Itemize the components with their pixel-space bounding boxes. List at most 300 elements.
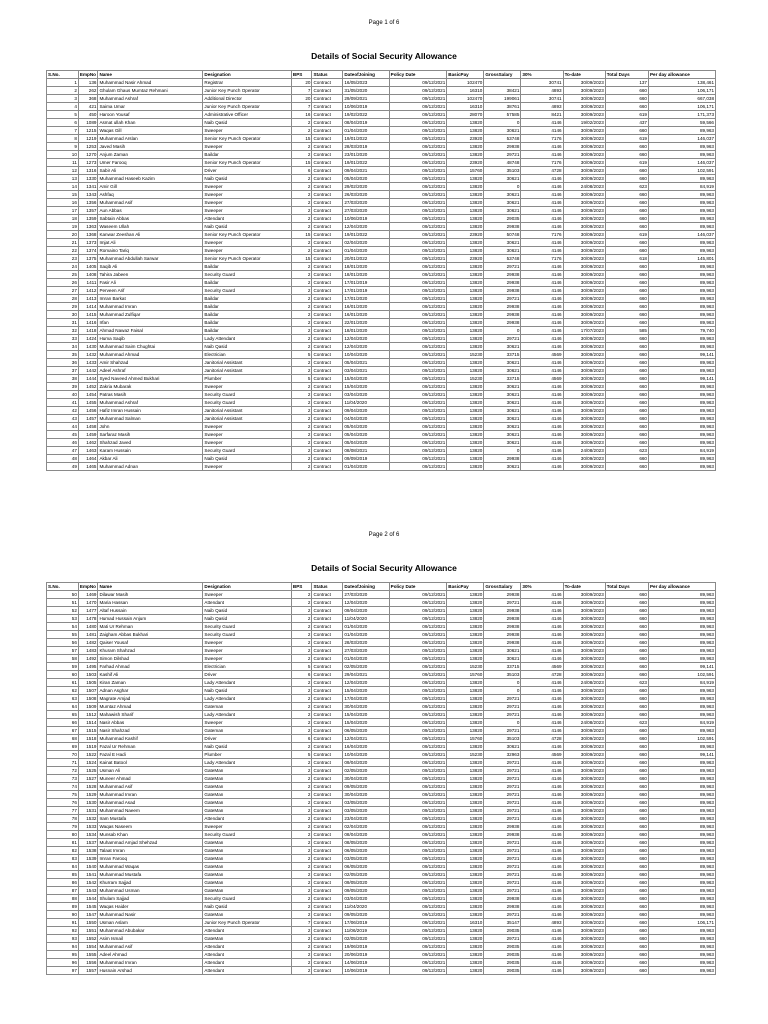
table-cell: 4146 [521, 743, 563, 751]
table-row [47, 951, 716, 959]
table-cell: 20 [47, 231, 79, 239]
table-cell: 35103 [484, 167, 521, 175]
table-cell: 2 [291, 207, 312, 215]
table-cell: 96 [47, 959, 79, 967]
table-cell: 89,963 [648, 887, 715, 895]
table-cell: 13820 [447, 679, 484, 687]
table-cell: 30/04/2020 [343, 791, 389, 799]
table-cell: 09/12/2021 [389, 895, 447, 903]
table-cell: 30/09/2023 [563, 103, 605, 111]
table-cell: Contract [312, 87, 343, 95]
table-cell: 623 [605, 679, 648, 687]
table-cell: Security Guard [203, 391, 292, 399]
table-cell: Driver [203, 671, 292, 679]
table-cell: 4146 [521, 175, 563, 183]
table-cell: 09/12/2021 [389, 919, 447, 927]
column-header: Policy Date [389, 71, 447, 79]
table-cell: 09/04/2021 [343, 167, 389, 175]
table-cell: Electrician [203, 351, 292, 359]
table-cell: 2 [291, 191, 312, 199]
table-cell: 30621 [484, 175, 521, 183]
table-cell: 89,963 [648, 303, 715, 311]
table-row [47, 847, 716, 855]
table-cell: 30/09/2023 [563, 391, 605, 399]
table-cell: 09/12/2021 [389, 223, 447, 231]
table-cell: 660 [605, 663, 648, 671]
table-cell: 102,591 [648, 671, 715, 679]
table-cell: 09/09/2019 [343, 455, 389, 463]
table-cell: Contract [312, 343, 343, 351]
table-cell: Lady Attendant [203, 711, 292, 719]
table-cell: 30/09/2023 [563, 191, 605, 199]
table-cell: 660 [605, 279, 648, 287]
table-cell: 2 [291, 303, 312, 311]
table-cell: 09/12/2021 [389, 655, 447, 663]
table-cell: 33715 [484, 663, 521, 671]
table-cell: 29938 [484, 631, 521, 639]
table-cell: 660 [605, 599, 648, 607]
table-cell: 13820 [447, 239, 484, 247]
table-cell: 09/12/2021 [389, 927, 447, 935]
table-row [47, 119, 716, 127]
table-cell: 13820 [447, 655, 484, 663]
table-cell: 10/06/2019 [343, 103, 389, 111]
table-cell: 13820 [447, 383, 484, 391]
table-cell: 2 [291, 775, 312, 783]
table-cell: 30/09/2023 [563, 207, 605, 215]
table-cell: Altaf Hussain [98, 607, 203, 615]
table-cell: 03/05/2020 [343, 807, 389, 815]
table-header-row [47, 583, 716, 591]
table-cell: 90 [47, 911, 79, 919]
table-cell: 80 [47, 831, 79, 839]
table-cell: Sweeper [203, 423, 292, 431]
table-cell: 89,963 [648, 823, 715, 831]
table-cell: 1532 [78, 815, 98, 823]
table-cell: 33 [47, 335, 79, 343]
table-cell: 29938 [484, 223, 521, 231]
table-cell: 30/09/2023 [563, 223, 605, 231]
table-cell: Contract [312, 311, 343, 319]
table-cell: 4146 [521, 967, 563, 975]
table-cell: 30/09/2023 [563, 967, 605, 975]
table-cell: 06/05/2020 [343, 727, 389, 735]
table-cell: Contract [312, 631, 343, 639]
table-cell: Contract [312, 695, 343, 703]
table-cell: 1414 [78, 303, 98, 311]
table-cell: Naib Qasid [203, 175, 292, 183]
table-cell: 29721 [484, 807, 521, 815]
table-cell: 04/04/2020 [343, 415, 389, 423]
table-cell: 13820 [447, 439, 484, 447]
table-cell: 05/04/2021 [343, 359, 389, 367]
table-cell: 30/09/2023 [563, 431, 605, 439]
table-cell: 09/12/2021 [389, 943, 447, 951]
table-cell: Contract [312, 375, 343, 383]
table-cell: 89,963 [648, 247, 715, 255]
table-cell: 29035 [484, 951, 521, 959]
table-cell: Muhammad Zulfiqar [98, 311, 203, 319]
table-cell: 17/01/2019 [343, 287, 389, 295]
table-cell: 53748 [484, 255, 521, 263]
table-cell: Contract [312, 247, 343, 255]
table-cell: Khuram Shahzad [98, 647, 203, 655]
table-cell: 1507 [78, 687, 98, 695]
table-cell: 01/04/2020 [343, 247, 389, 255]
table-cell: 15760 [447, 167, 484, 175]
table-cell: 13820 [447, 191, 484, 199]
table-cell: 2 [291, 911, 312, 919]
table-cell: 09/12/2021 [389, 391, 447, 399]
table-cell: 27/03/2020 [343, 591, 389, 599]
table-cell: 13820 [447, 319, 484, 327]
table-cell: 1518 [78, 735, 98, 743]
table-cell: 6 [291, 671, 312, 679]
table-cell: 1215 [78, 127, 98, 135]
table-cell: Senior Key Punch Operator [203, 135, 292, 143]
table-cell: 1458 [78, 423, 98, 431]
table-cell: 4146 [521, 191, 563, 199]
column-header: Designation [203, 583, 292, 591]
table-cell: 09/12/2021 [389, 399, 447, 407]
table-cell: 13820 [447, 703, 484, 711]
column-header: Name [98, 583, 203, 591]
table-cell: Humad Hussain Anjum [98, 615, 203, 623]
table-cell: Dilawar Masih [98, 591, 203, 599]
table-cell: 30/09/2023 [563, 903, 605, 911]
table-row [47, 407, 716, 415]
table-cell: 09/12/2021 [389, 431, 447, 439]
column-header: S.No. [47, 71, 79, 79]
table-cell: Muhammad Waqas [98, 863, 203, 871]
table-cell: 91 [47, 919, 79, 927]
table-cell: 4893 [521, 919, 563, 927]
table-cell: Muhammad Imran [98, 791, 203, 799]
table-cell: 09/12/2021 [389, 279, 447, 287]
table-cell: 4146 [521, 703, 563, 711]
table-row [47, 759, 716, 767]
table-cell: 13820 [447, 855, 484, 863]
table-cell: 13820 [447, 359, 484, 367]
table-row [47, 103, 716, 111]
table-cell: Contract [312, 591, 343, 599]
table-cell: 30621 [484, 239, 521, 247]
table-cell: Contract [312, 223, 343, 231]
table-cell: 21 [47, 239, 79, 247]
table-cell: GateMan [203, 871, 292, 879]
table-cell: Contract [312, 815, 343, 823]
table-cell: 24/08/2023 [563, 679, 605, 687]
table-cell: 09/12/2021 [389, 591, 447, 599]
table-cell: 33715 [484, 351, 521, 359]
table-cell: 89,963 [648, 967, 715, 975]
table-cell: 13820 [447, 615, 484, 623]
table-cell: 09/05/2020 [343, 911, 389, 919]
table-cell: 1375 [78, 255, 98, 263]
table-cell: 660 [605, 127, 648, 135]
table-cell: 6 [291, 167, 312, 175]
table-cell: 30/09/2023 [563, 767, 605, 775]
table-row [47, 151, 716, 159]
table-row [47, 111, 716, 119]
table-row [47, 375, 716, 383]
table-cell: Contract [312, 623, 343, 631]
table-cell: Aun Abbas [98, 207, 203, 215]
table-cell: 30/09/2023 [563, 871, 605, 879]
table-cell: 660 [605, 95, 648, 103]
table-cell: 89,963 [648, 343, 715, 351]
table-cell: 145,801 [648, 255, 715, 263]
table-row [47, 255, 716, 263]
table-cell: 660 [605, 815, 648, 823]
table-cell: 13820 [447, 911, 484, 919]
table-cell: 77 [47, 807, 79, 815]
column-header: Per day allowance [648, 583, 715, 591]
table-cell: 2 [291, 127, 312, 135]
table-cell: 05/04/2020 [343, 423, 389, 431]
table-cell: 09/12/2021 [389, 423, 447, 431]
table-row [47, 87, 716, 95]
table-cell: 4146 [521, 399, 563, 407]
table-cell: 4146 [521, 271, 563, 279]
table-cell: 15760 [447, 735, 484, 743]
table-cell: Sarfaraz Masih [98, 431, 203, 439]
table-cell: 1509 [78, 703, 98, 711]
table-cell: 1552 [78, 935, 98, 943]
table-cell: 660 [605, 103, 648, 111]
table-cell: 20 [291, 95, 312, 103]
table-cell: Naib Qasid [203, 903, 292, 911]
table-cell: 106,171 [648, 919, 715, 927]
table-cell: 06/05/2020 [343, 847, 389, 855]
table-cell: 20/01/2022 [343, 255, 389, 263]
table-cell: 660 [605, 767, 648, 775]
table-cell: Shulam Sajjad [98, 895, 203, 903]
table-cell: 29938 [484, 623, 521, 631]
table-cell: 42 [47, 407, 79, 415]
table-cell: 24 [47, 263, 79, 271]
table-cell: 2 [291, 951, 312, 959]
table-cell: 30/09/2023 [563, 951, 605, 959]
table-cell: 29/09/2021 [343, 95, 389, 103]
table-cell: 14 [47, 183, 79, 191]
table-cell: 13820 [447, 295, 484, 303]
column-header: Policy Date [389, 583, 447, 591]
table-cell: 84,919 [648, 447, 715, 455]
table-cell: Magrate Amjad [98, 695, 203, 703]
table-cell: 13820 [447, 783, 484, 791]
table-cell: 30621 [484, 207, 521, 215]
table-row [47, 415, 716, 423]
page-number: Page 1 of 6 [368, 20, 400, 26]
table-cell: 1495 [78, 663, 98, 671]
table-cell: 89,963 [648, 855, 715, 863]
table-cell: 1413 [78, 295, 98, 303]
column-header: EmpNo [79, 72, 96, 77]
table-cell: 1430 [78, 343, 98, 351]
table-cell: 29721 [484, 879, 521, 887]
table-row [47, 447, 716, 455]
table-cell: 89,963 [648, 295, 715, 303]
table-cell: Contract [312, 167, 343, 175]
table-cell: 30/09/2023 [563, 895, 605, 903]
table-cell: 4146 [521, 679, 563, 687]
table-cell: 146,037 [648, 135, 715, 143]
table-row [47, 95, 716, 103]
table-cell: 4569 [521, 663, 563, 671]
table-cell: Contract [312, 215, 343, 223]
table-cell: 02/05/2020 [343, 767, 389, 775]
table-cell: 2 [291, 383, 312, 391]
table-cell: 30 [47, 311, 79, 319]
table-cell: Sweeper [203, 191, 292, 199]
table-cell: 89,963 [648, 383, 715, 391]
table-cell: 4146 [521, 719, 563, 727]
table-cell: 29721 [484, 263, 521, 271]
table-cell: 660 [605, 727, 648, 735]
table-cell: 79,740 [648, 327, 715, 335]
table-cell: 660 [605, 415, 648, 423]
table-cell: 16 [291, 111, 312, 119]
table-cell: 89,963 [648, 391, 715, 399]
table-cell: 660 [605, 839, 648, 847]
table-cell: 4146 [521, 623, 563, 631]
table-cell: 13820 [447, 311, 484, 319]
table-cell: 30621 [484, 407, 521, 415]
table-cell: 11/04/2020 [343, 615, 389, 623]
table-cell: 30/09/2023 [563, 79, 605, 87]
table-row [47, 231, 716, 239]
table-cell: 1508 [78, 695, 98, 703]
table-cell: 89,963 [648, 399, 715, 407]
table-cell: 09/04/2020 [343, 407, 389, 415]
table-cell: 17/06/2019 [343, 919, 389, 927]
table-cell: 09/12/2021 [389, 287, 447, 295]
table-cell: Baildar [203, 311, 292, 319]
table-cell: 13820 [447, 463, 484, 471]
table-cell: 4569 [521, 375, 563, 383]
table-cell: 19/06/2019 [343, 943, 389, 951]
table-cell: 2 [291, 815, 312, 823]
table-cell: 11/04/2020 [343, 399, 389, 407]
table-cell: 30621 [484, 423, 521, 431]
table-cell: 09/12/2021 [389, 375, 447, 383]
table-cell: Contract [312, 455, 343, 463]
table-cell: 29938 [484, 311, 521, 319]
table-cell: 4146 [521, 607, 563, 615]
table-cell: 01/04/2020 [343, 631, 389, 639]
table-cell: 4146 [521, 319, 563, 327]
table-cell: 32 [47, 327, 79, 335]
table-cell: 2 [291, 687, 312, 695]
table-cell: 22 [47, 247, 79, 255]
table-cell: 4146 [521, 247, 563, 255]
table-cell: 2 [291, 447, 312, 455]
table-cell: 2 [291, 695, 312, 703]
table-cell: 11 [47, 159, 79, 167]
table-cell: 89,963 [648, 807, 715, 815]
table-cell: 95 [47, 951, 79, 959]
table-cell: 37 [47, 367, 79, 375]
table-cell: Lady Attendant [203, 335, 292, 343]
table-cell: 4146 [521, 359, 563, 367]
table-cell: Contract [312, 847, 343, 855]
table-body [47, 79, 716, 471]
table-cell: 5 [47, 111, 79, 119]
table-cell: 29721 [484, 791, 521, 799]
table-cell: 09/12/2021 [389, 335, 447, 343]
table-cell: 1551 [78, 927, 98, 935]
table-cell: Contract [312, 679, 343, 687]
table-cell: Baildar [203, 279, 292, 287]
table-cell: 2 [291, 935, 312, 943]
table-cell: 16 [47, 199, 79, 207]
table-cell: 2 [291, 759, 312, 767]
table-cell: 30621 [484, 191, 521, 199]
table-cell: 29721 [484, 695, 521, 703]
table-cell: 30/09/2023 [563, 831, 605, 839]
table-cell: GateMan [203, 791, 292, 799]
table-row [47, 343, 716, 351]
table-cell: 30621 [484, 367, 521, 375]
table-cell: 29938 [484, 615, 521, 623]
table-cell: 1 [47, 79, 79, 87]
table-cell: 4146 [521, 959, 563, 967]
table-cell: 1556 [78, 959, 98, 967]
table-cell: 23/04/2020 [343, 815, 389, 823]
table-cell: 09/12/2021 [389, 239, 447, 247]
table-cell: 30/09/2023 [563, 911, 605, 919]
table-cell: 09/12/2021 [389, 319, 447, 327]
table-cell: Contract [312, 439, 343, 447]
table-cell: 106,171 [648, 103, 715, 111]
table-cell: 2 [291, 183, 312, 191]
table-cell: Janitorial Assistant [203, 367, 292, 375]
table-cell: 1515 [78, 727, 98, 735]
table-cell: 89,963 [648, 631, 715, 639]
table-cell: 4146 [521, 303, 563, 311]
table-cell: Waqas Haider [98, 903, 203, 911]
table-cell: 30/09/2023 [563, 919, 605, 927]
table-row [47, 671, 716, 679]
table-cell: 09/12/2021 [389, 95, 447, 103]
table-cell: 30/09/2023 [563, 639, 605, 647]
table-cell: 2 [291, 871, 312, 879]
table-row [47, 367, 716, 375]
table-cell: Contract [312, 359, 343, 367]
table-cell: 89 [47, 903, 79, 911]
table-cell: Naib Qasid [203, 743, 292, 751]
table-cell: 1537 [78, 839, 98, 847]
table-cell: 09/12/2021 [389, 871, 447, 879]
table-cell: 4146 [521, 879, 563, 887]
table-cell: Contract [312, 175, 343, 183]
table-cell: 102,591 [648, 735, 715, 743]
table-cell: 1545 [78, 903, 98, 911]
table-cell: 89,963 [648, 639, 715, 647]
table-cell: Security Guard [203, 447, 292, 455]
table-cell: Contract [312, 663, 343, 671]
table-cell: 2 [291, 223, 312, 231]
table-cell: 35103 [484, 671, 521, 679]
table-cell: 19/01/2022 [343, 231, 389, 239]
table-cell: 660 [605, 855, 648, 863]
table-cell: 30/09/2023 [563, 663, 605, 671]
table-cell: 16310 [447, 87, 484, 95]
table-cell: 0 [484, 447, 521, 455]
table-cell: 30/09/2023 [563, 959, 605, 967]
table-cell: 89,963 [648, 271, 715, 279]
